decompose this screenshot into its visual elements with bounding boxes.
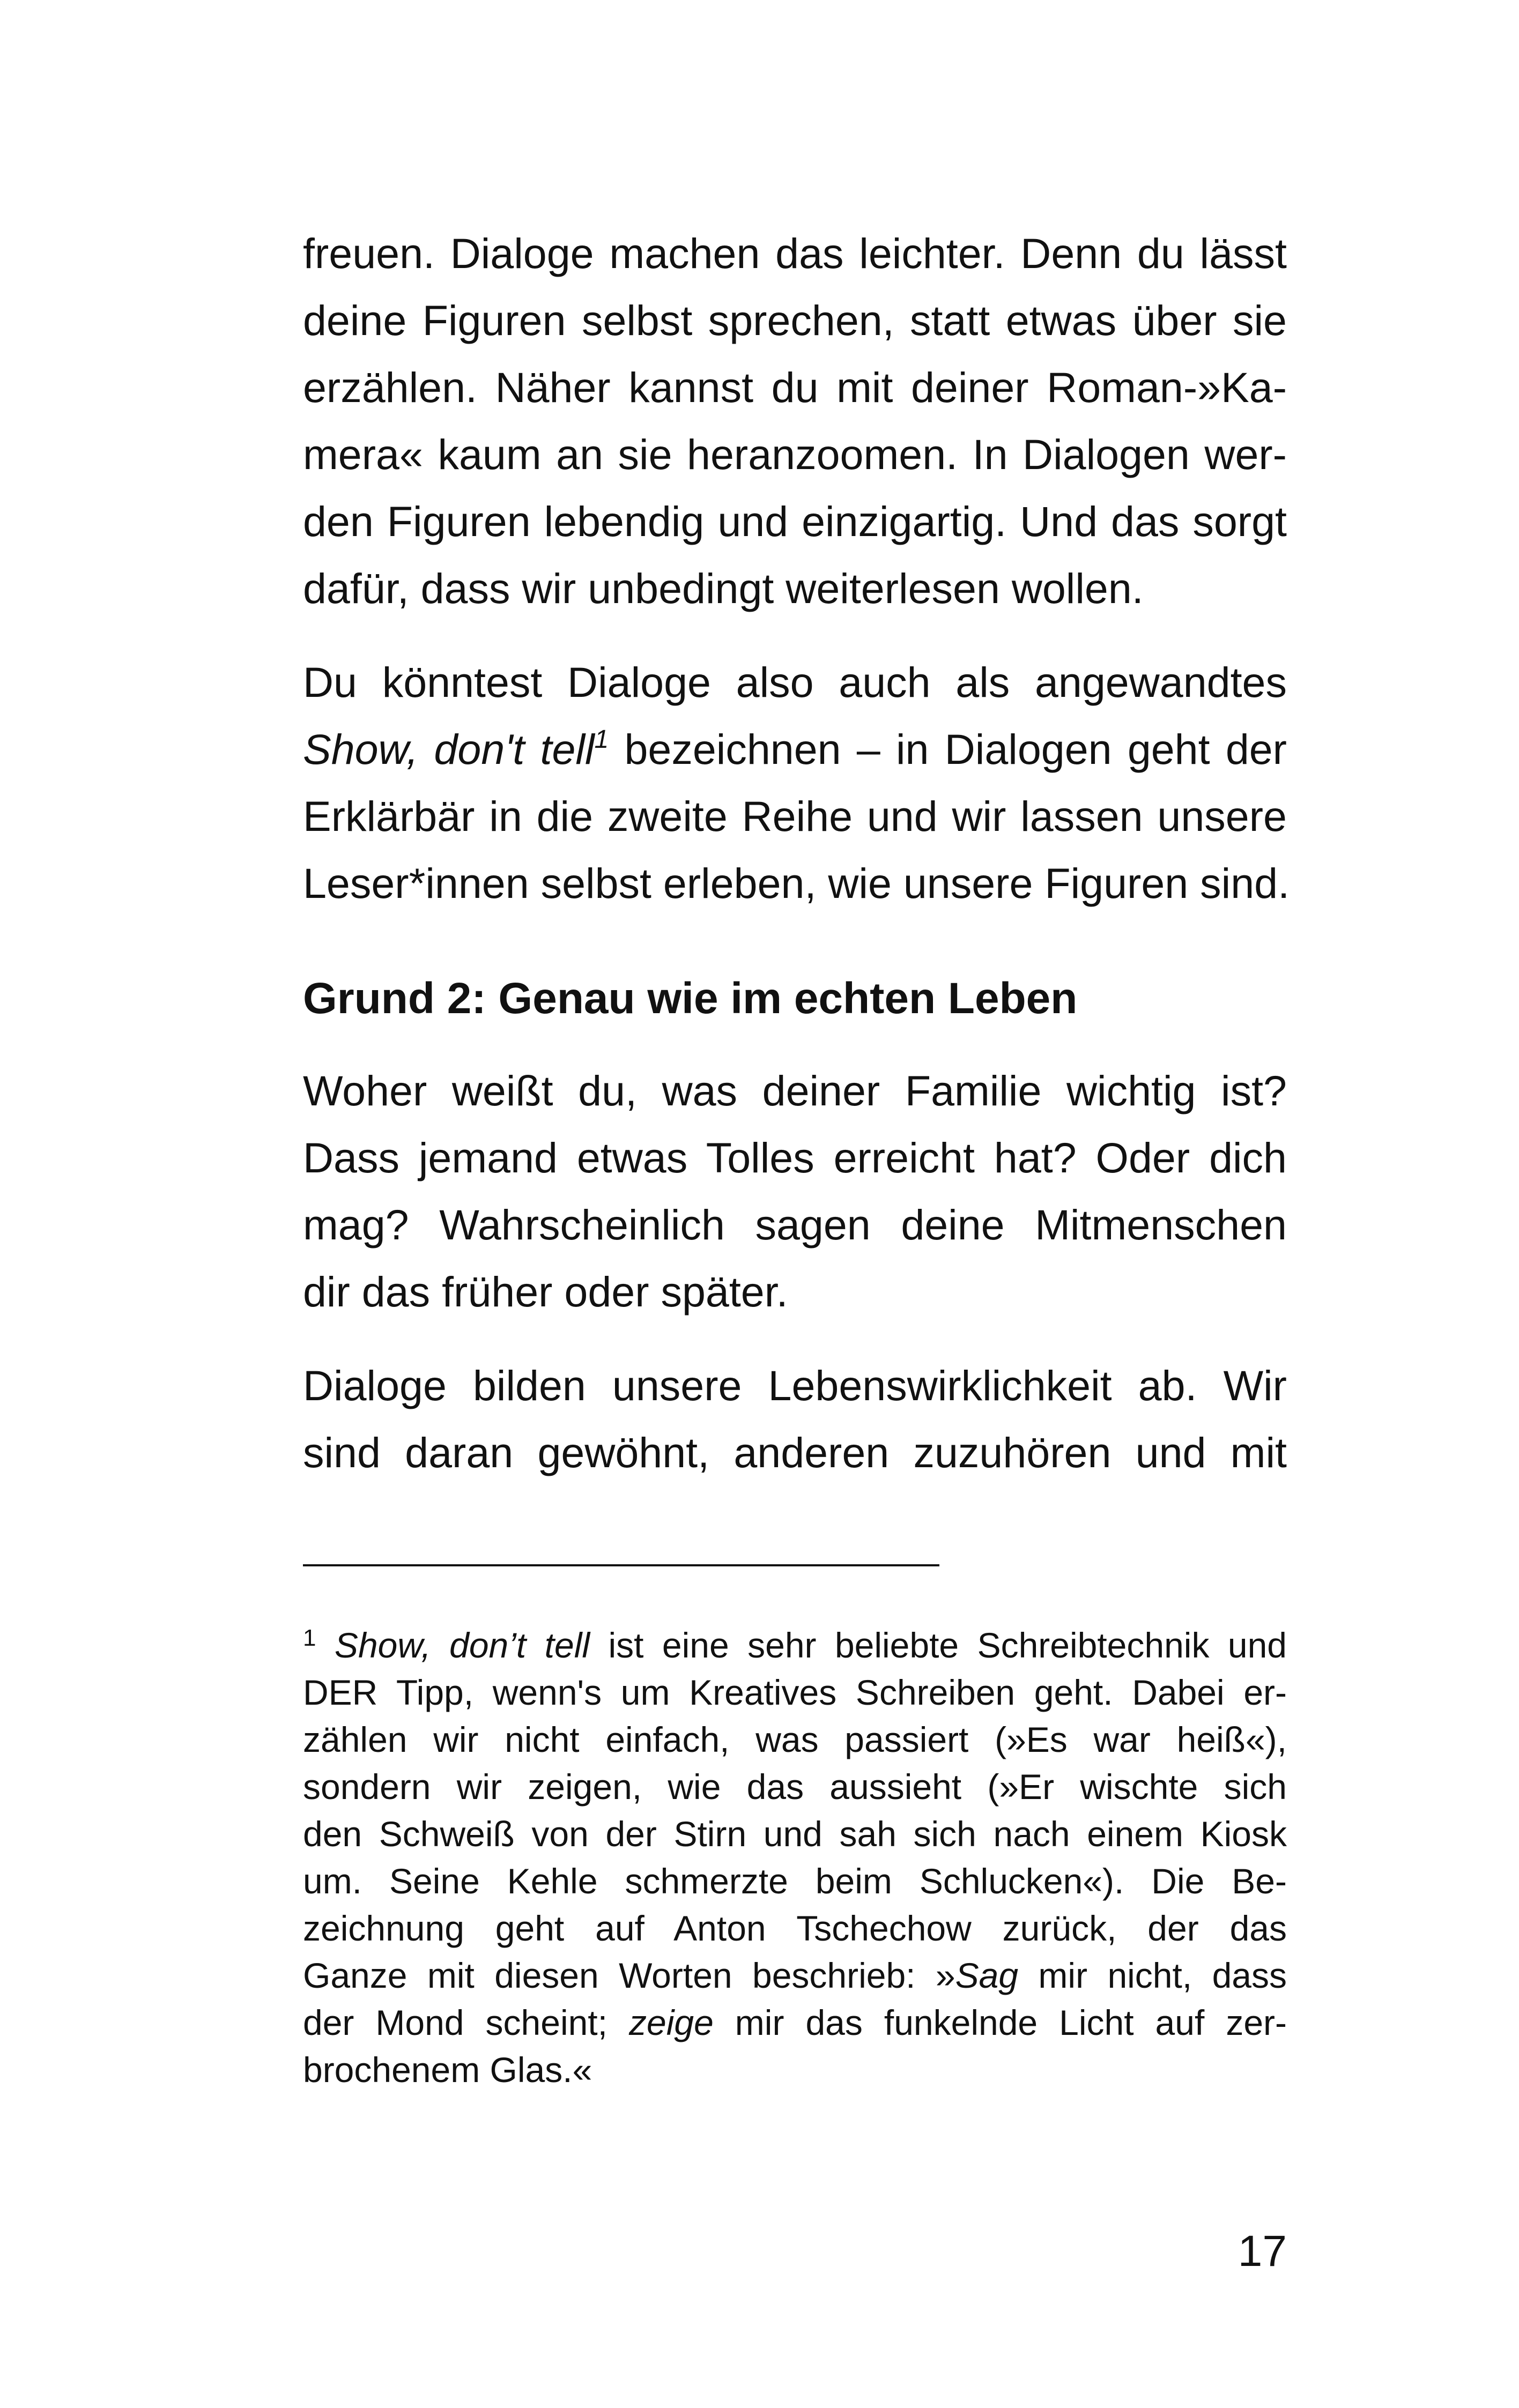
text-segment: mir das funkelnde Licht auf zer- bbox=[713, 2003, 1287, 2042]
text-line: Woher weißt du, was deiner Familie wichtig ist? bbox=[303, 1067, 1287, 1114]
footnote-line bbox=[303, 1622, 1287, 1669]
text-segment: ist eine sehr beliebte Schreibtechnik und bbox=[590, 1625, 1287, 1665]
italic-term: Show, don't tell bbox=[303, 725, 595, 773]
text-line: mag? Wahrscheinlich sagen deine Mitmenschen bbox=[303, 1201, 1287, 1248]
text-line: Leser*innen selbst erleben, wie unsere Figuren sind. bbox=[303, 859, 1290, 907]
text-line: dafür, dass wir unbedingt weiterlesen wollen. bbox=[303, 564, 1144, 612]
footnote-line bbox=[303, 1999, 1287, 2046]
italic-term: zeige bbox=[629, 2003, 714, 2042]
footnote-reference: 1 bbox=[594, 725, 609, 754]
footnote-line: zählen wir nicht einfach, was passiert (»Es war heiß«), bbox=[303, 1720, 1287, 1759]
text-line: deine Figuren selbst sprechen, statt etwas über sie bbox=[303, 296, 1287, 344]
italic-term: Sag bbox=[955, 1956, 1019, 1995]
text-line: mera« kaum an sie heranzoomen. In Dialogen wer- bbox=[303, 430, 1287, 478]
footnote-line: den Schweiß von der Stirn und sah sich nach einem Kiosk bbox=[303, 1814, 1287, 1854]
italic-term: Show, don’t tell bbox=[334, 1625, 590, 1665]
footnote-line bbox=[303, 1952, 1287, 1999]
text-line bbox=[303, 716, 1287, 783]
text-segment: der Mond scheint; bbox=[303, 2003, 629, 2042]
text-line: freuen. Dialoge machen das leichter. Denn du lässt bbox=[303, 229, 1287, 277]
footnote-mark: 1 bbox=[303, 1625, 316, 1651]
text-line: erzählen. Näher kannst du mit deiner Roman-»Ka- bbox=[303, 363, 1287, 411]
footnote-line: DER Tipp, wenn's um Kreatives Schreiben geht. Dabei er- bbox=[303, 1673, 1287, 1712]
text-segment: Ganze mit diesen Worten beschrieb: » bbox=[303, 1956, 955, 1995]
footnote-line: brochenem Glas.« bbox=[303, 2050, 592, 2090]
text-line: Dialoge bilden unsere Lebenswirklichkeit ab. Wir bbox=[303, 1362, 1287, 1409]
text-line: Dass jemand etwas Tolles erreicht hat? Oder dich bbox=[303, 1134, 1287, 1181]
text-line: den Figuren lebendig und einzigartig. Und das sorgt bbox=[303, 497, 1287, 545]
page-number: 17 bbox=[1238, 2227, 1287, 2276]
footnote-line: zeichnung geht auf Anton Tschechow zurück, der das bbox=[303, 1908, 1287, 1948]
text-line: Erklärbär in die zweite Reihe und wir lassen unsere bbox=[303, 792, 1287, 840]
text-line: dir das früher oder später. bbox=[303, 1268, 788, 1316]
text-segment: mir nicht, dass bbox=[1018, 1956, 1287, 1995]
footnote-separator bbox=[303, 1564, 939, 1566]
text-segment: bezeichnen – in Dialogen geht der bbox=[609, 725, 1287, 773]
footnote-line: um. Seine Kehle schmerzte beim Schlucken«). Die Be- bbox=[303, 1861, 1287, 1901]
section-heading: Grund 2: Genau wie im echten Leben bbox=[303, 974, 1078, 1023]
footnote-line: sondern wir zeigen, wie das aussieht (»Er wischte sich bbox=[303, 1767, 1287, 1807]
text-line: sind daran gewöhnt, anderen zuzuhören und mit bbox=[303, 1429, 1287, 1476]
text-line: Du könntest Dialoge also auch als angewandtes bbox=[303, 658, 1287, 706]
